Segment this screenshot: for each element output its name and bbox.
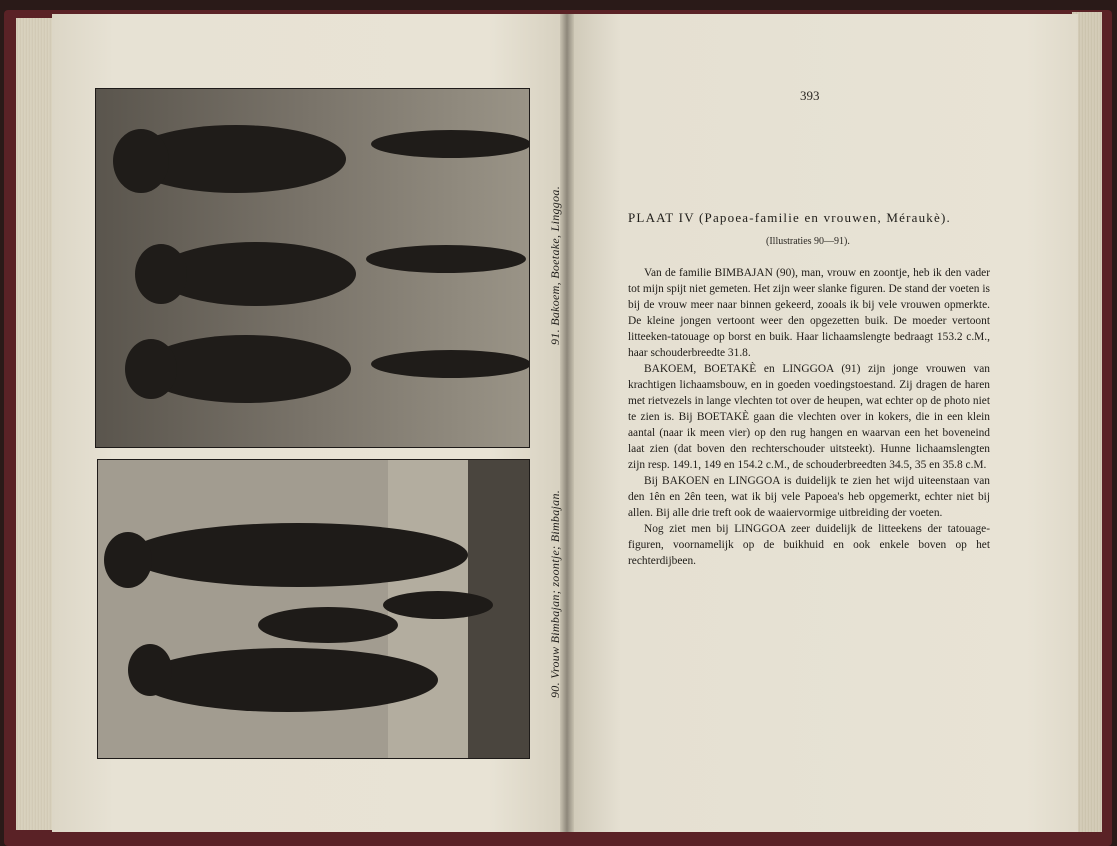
- body-text: [628, 265, 990, 569]
- paragraph-4: Nog ziet men bij LINGGOA zeer duidelijk de litteekens der tatouage-figuren, voornamelijk op de buikhuid en ook enkele boven op het rechterdijbeen.: [628, 523, 990, 567]
- caption-90: 90. Vrouw Bimbajan; zoontje; Bimbajan.: [548, 489, 562, 698]
- photo-plate-90: [97, 459, 530, 759]
- paragraph-3: Bij BAKOEN en LINGGOA is duidelijk te zien het wijd uiteenstaan van den 1ên en 2ên teen, wat ik bij vele Papoea's heb opgemerkt, echter niet bij allen. Bij alle drie treft ook de waaiervormige uitbreiding der voeten.: [628, 475, 990, 519]
- plate-subtitle: (Illustraties 90—91).: [766, 236, 850, 247]
- page-number: 393: [800, 88, 820, 103]
- plate-title: PLAAT IV (Papoea-familie en vrouwen, Méraukè).: [628, 210, 951, 225]
- paragraph-1: Van de familie BIMBAJAN (90), man, vrouw en zoontje, heb ik den vader tot mijn spijt niet gemeten. Het zijn weer slanke figuren. De stand der voeten is bij de vrouw meer naar binnen gekeerd, zooals ik bij vele vrouwen opmerkte. De kleine jongen vertoont weer den opgezetten buik. De moeder vertoont litteeken-tatouage op borst en buik. Haar lichaamslengte bedraagt 153.2 c.M., haar schouderbreedte 31.8.: [628, 267, 990, 359]
- page-edges-left: [16, 18, 56, 830]
- caption-91: 91. Bakoem, Boetake, Linggoa.: [548, 186, 562, 345]
- paragraph-2: BAKOEM, BOETAKÈ en LINGGOA (91) zijn jonge vrouwen van krachtigen lichaamsbouw, en in goeden voedingstoestand. Zij dragen de haren met rietvezels in lange vlechten tot over de heupen, wat echter op de photo niet te zien is. Bij BOETAKÈ gaan die vlechten over in kokers, die in een klein aantal (naar ik meen vier) op den rug hangen en waarvan een het boveneind laat zien (dat boven den rechterschouder uitsteekt). Hunne lichaamslengten zijn resp. 149.1, 149 en 154.2 c.M., de schouderbreedten 34.5, 35 en 35.8 c.M.: [628, 363, 990, 471]
- book-gutter: [560, 14, 574, 832]
- photo-plate-91: [95, 88, 530, 448]
